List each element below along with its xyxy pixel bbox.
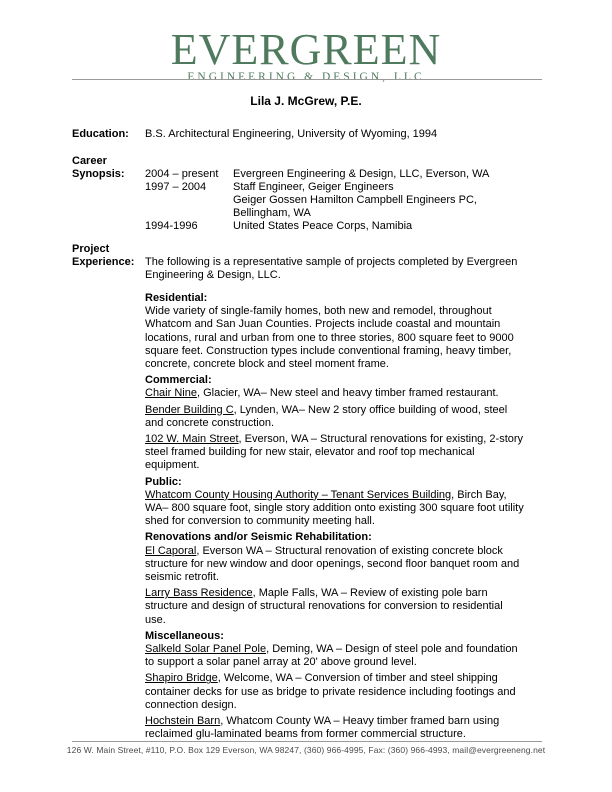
education-label: Education: bbox=[72, 128, 129, 140]
project-description: , Deming, WA – Design of steel pole and foundation to support a solar panel array at 20' above ground level. bbox=[145, 643, 518, 669]
career-line: Geiger Gossen Hamilton Campbell Engineers PC, bbox=[233, 194, 477, 206]
footer-divider bbox=[72, 741, 542, 742]
project-name: Salkeld Solar Panel Pole bbox=[145, 643, 267, 656]
project-sections bbox=[145, 292, 525, 745]
project-name: El Caporal bbox=[145, 544, 197, 557]
project-description: , Whatcom County WA – Heavy timber framed barn using reclaimed glu-laminated beams from former commercial structure. bbox=[145, 715, 500, 741]
project-name: Larry Bass Residence bbox=[145, 587, 253, 600]
career-years: 2004 – present bbox=[145, 168, 219, 180]
company-logo bbox=[0, 25, 612, 84]
project-item bbox=[145, 387, 525, 400]
project-item bbox=[145, 404, 525, 430]
career-line: Bellingham, WA bbox=[233, 207, 311, 219]
section-heading-residential: Residential: bbox=[145, 292, 208, 304]
logo-tagline: ENGINEERING & DESIGN, LLC bbox=[187, 71, 425, 83]
project-intro: The following is a representative sample of projects completed by Evergreen Engineering & Design, LLC. bbox=[145, 256, 518, 282]
project-label-line1: Project bbox=[72, 243, 110, 255]
project-name: 102 W. Main Street bbox=[145, 433, 239, 446]
project-description: , Birch Bay, WA– 800 square foot, single story addition onto existing 300 square foot utility shed for conversion to community meeting hall. bbox=[145, 488, 524, 528]
career-line: United States Peace Corps, Namibia bbox=[233, 220, 413, 232]
project-name: Shapiro Bridge bbox=[145, 672, 218, 685]
project-name: Chair Nine bbox=[145, 387, 197, 400]
career-label-line1: Career bbox=[72, 155, 107, 167]
career-line: Evergreen Engineering & Design, LLC, Everson, WA bbox=[233, 168, 490, 180]
project-item bbox=[145, 587, 525, 627]
career-label-line2: Synopsis: bbox=[72, 168, 125, 180]
project-item bbox=[145, 433, 525, 473]
career-years: 1994-1996 bbox=[145, 220, 198, 232]
project-name: Hochstein Barn bbox=[145, 715, 221, 728]
project-label-line2: Experience: bbox=[72, 256, 135, 268]
footer-contact: 126 W. Main Street, #110, P.O. Box 129 Everson, WA 98247, (360) 966-4995, Fax: (360) 966-4993, mail@evergreeneng.net bbox=[66, 745, 546, 755]
project-item bbox=[145, 305, 525, 371]
project-item bbox=[145, 672, 525, 712]
resume-name: Lila J. McGrew, P.E. bbox=[250, 94, 362, 108]
section-heading-public: Public: bbox=[145, 475, 182, 488]
career-years: 1997 – 2004 bbox=[145, 181, 207, 193]
section-heading-miscellaneous: Miscellaneous: bbox=[145, 629, 224, 642]
career-line: Staff Engineer, Geiger Engineers bbox=[233, 181, 394, 193]
header-divider bbox=[72, 79, 542, 80]
project-item bbox=[145, 643, 525, 669]
project-item bbox=[145, 715, 525, 741]
project-item bbox=[145, 489, 525, 529]
project-description: , Glacier, WA– New steel and heavy timber framed restaurant. bbox=[196, 387, 499, 400]
project-description: , Everson WA – Structural renovation of existing concrete block structure for new window and door openings, second floor banquet room and seismic retrofit. bbox=[145, 544, 520, 584]
section-heading-commercial: Commercial: bbox=[145, 374, 212, 387]
logo-wordmark: EVERGREEN bbox=[170, 25, 442, 74]
project-item bbox=[145, 545, 525, 585]
project-description: , Maple Falls, WA – Review of existing pole barn structure and design of structural renovations for conversion to residential use. bbox=[145, 587, 503, 626]
project-name: Bender Building C bbox=[145, 403, 234, 416]
project-description: , Lynden, WA– New 2 story office building of wood, steel and concrete construction. bbox=[145, 403, 508, 429]
education-text: B.S. Architectural Engineering, University of Wyoming, 1994 bbox=[145, 128, 438, 140]
project-description: , Welcome, WA – Conversion of timber and steel shipping container decks for use as bridge to private residence including footings and connection design. bbox=[145, 672, 516, 711]
section-heading-renovations: Renovations and/or Seismic Rehabilitation: bbox=[145, 531, 372, 544]
project-description: , Everson, WA – Structural renovations for existing, 2-story steel framed building for new stair, elevator and roof top mechanical equipment. bbox=[145, 433, 524, 472]
project-description: Wide variety of single-family homes, both new and remodel, throughout Whatcom and San Juan Counties. Projects include coastal and mountain locations, rural and urban from one to three stories, 800 square feet to 9000 square feet. Construction types include conventional framing, heavy timber, concrete, concrete block and steel moment frame. bbox=[145, 305, 514, 371]
project-name: Whatcom County Housing Authority – Tenant Services Building bbox=[145, 488, 452, 501]
